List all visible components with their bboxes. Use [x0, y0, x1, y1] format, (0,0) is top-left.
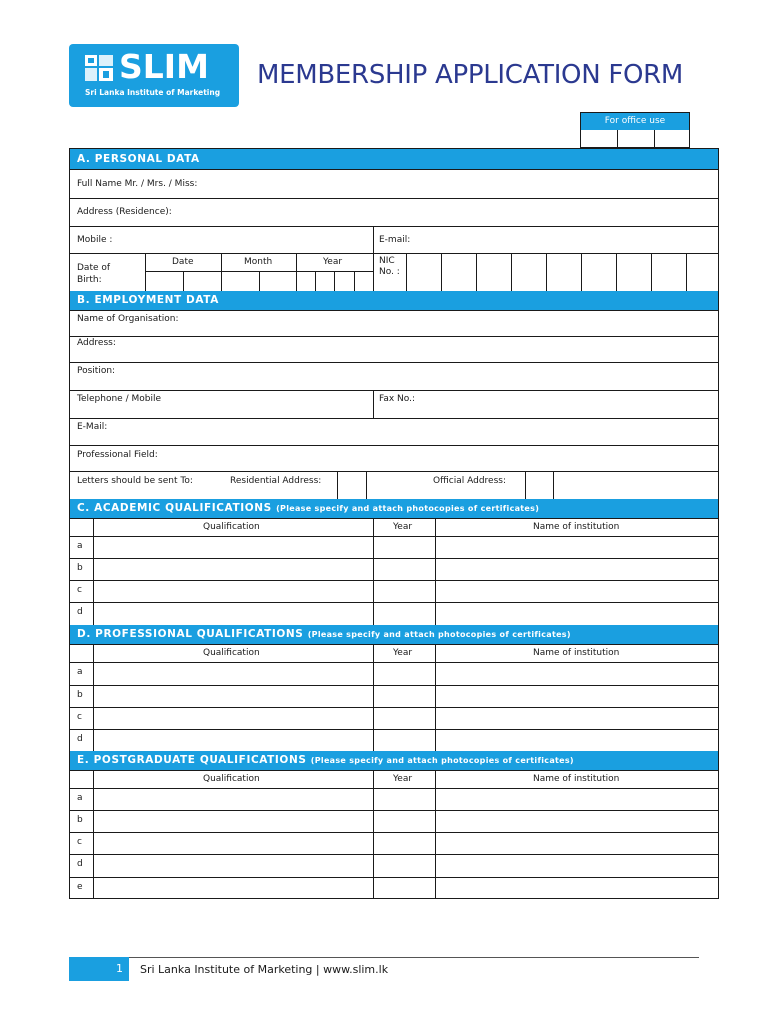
qualification-header: Qualification [203, 774, 260, 784]
section-a-title: A. PERSONAL DATA [77, 153, 200, 165]
nic-digit-cell[interactable] [616, 254, 617, 291]
divider [93, 519, 94, 536]
row-letter: c [77, 837, 82, 847]
fax-label: Fax No.: [379, 394, 416, 404]
employment-email-label: E-Mail: [77, 422, 108, 432]
qualification-header: Qualification [203, 648, 260, 658]
letters-label: Letters should be sent To: [77, 476, 193, 486]
institution-header: Name of institution [533, 648, 620, 658]
divider [145, 254, 146, 291]
dob-year-digit-cell[interactable] [315, 271, 316, 291]
professional-field-field[interactable] [70, 445, 718, 471]
section-c-title: C. ACADEMIC QUALIFICATIONS [77, 502, 272, 514]
dob-year-label: Year [323, 257, 343, 267]
row-letter: e [77, 882, 83, 892]
dob-date-label: Date [172, 257, 194, 267]
nic-digit-cell[interactable] [581, 254, 582, 291]
dob-month-digit-cell[interactable] [259, 271, 260, 291]
section-e-header [70, 751, 718, 770]
divider [373, 254, 374, 291]
official-address-checkbox[interactable] [553, 472, 554, 499]
section-d-note: (Please specify and attach photocopies of certificates) [307, 630, 571, 639]
logo-wordmark: SLIM [119, 47, 209, 86]
mobile-email-row [70, 226, 718, 253]
dob-date-digit-cell[interactable] [183, 271, 184, 291]
qualification-header: Qualification [203, 522, 260, 532]
employment-email-field[interactable] [70, 418, 718, 445]
postgraduate-table-header [70, 770, 718, 788]
divider [373, 391, 374, 418]
professional-field-label: Professional Field: [77, 450, 158, 460]
row-letter: c [77, 585, 82, 595]
office-cell-divider [617, 130, 618, 148]
table-row[interactable] [70, 788, 718, 810]
section-d-title: D. PROFESSIONAL QUALIFICATIONS [77, 628, 304, 640]
row-letter: c [77, 712, 82, 722]
slim-logo [69, 44, 239, 107]
table-row[interactable] [70, 580, 718, 602]
footer-text: Sri Lanka Institute of Marketing | www.slim.lk [140, 963, 389, 976]
section-c-note: (Please specify and attach photocopies of certificates) [276, 504, 540, 513]
nic-label: NIC No. : [379, 256, 400, 277]
divider [373, 227, 374, 253]
row-letter: b [77, 563, 83, 573]
institution-header: Name of institution [533, 774, 620, 784]
logo-subtitle: Sri Lanka Institute of Marketing [85, 88, 221, 97]
organisation-label: Name of Organisation: [77, 314, 179, 324]
section-e-title: E. POSTGRADUATE QUALIFICATIONS [77, 754, 307, 766]
table-row[interactable] [70, 536, 718, 558]
divider [373, 519, 374, 536]
nic-digit-cell[interactable] [476, 254, 477, 291]
slim-logo-icon [85, 55, 113, 81]
row-letter: d [77, 859, 83, 869]
table-row[interactable] [70, 810, 718, 832]
nic-digit-cell[interactable] [406, 254, 407, 291]
table-row[interactable] [70, 832, 718, 854]
row-letter: d [77, 734, 83, 744]
institution-header: Name of institution [533, 522, 620, 532]
divider [221, 254, 222, 291]
table-row[interactable] [70, 729, 718, 751]
row-letter: a [77, 667, 83, 677]
nic-digit-cell[interactable] [686, 254, 687, 291]
year-header: Year [393, 522, 413, 532]
office-cell-divider [654, 130, 655, 148]
year-header: Year [393, 648, 413, 658]
section-b-header [70, 291, 718, 310]
dob-month-label: Month [244, 257, 273, 267]
nic-digit-cell[interactable] [546, 254, 547, 291]
dob-label: Date of Birth: [77, 263, 111, 285]
divider [435, 519, 436, 536]
dob-year-digit-cell[interactable] [334, 271, 335, 291]
employment-address-label: Address: [77, 338, 116, 348]
position-label: Position: [77, 366, 116, 376]
academic-table-header [70, 518, 718, 536]
membership-form [69, 148, 719, 899]
table-row[interactable] [70, 877, 718, 899]
full-name-field[interactable] [70, 169, 718, 198]
nic-digit-cell[interactable] [511, 254, 512, 291]
table-row[interactable] [70, 602, 718, 625]
section-b-title: B. EMPLOYMENT DATA [77, 294, 219, 306]
divider [296, 254, 297, 291]
divider [337, 472, 338, 499]
table-row[interactable] [70, 685, 718, 707]
dob-year-digit-cell[interactable] [354, 271, 355, 291]
residential-address-label: Residential Address: [230, 476, 322, 486]
organisation-field[interactable] [70, 310, 718, 336]
nic-digit-cell[interactable] [651, 254, 652, 291]
residential-address-checkbox[interactable] [366, 472, 367, 499]
table-row[interactable] [70, 854, 718, 877]
position-field[interactable] [70, 362, 718, 390]
table-row[interactable] [70, 707, 718, 729]
footer-page-box [69, 957, 129, 981]
form-title: MEMBERSHIP APPLICATION FORM [257, 60, 684, 90]
row-letter: d [77, 607, 83, 617]
section-d-header [70, 625, 718, 644]
nic-digit-cell[interactable] [441, 254, 442, 291]
table-row[interactable] [70, 558, 718, 580]
professional-table-header [70, 644, 718, 662]
dob-nic-row [70, 253, 718, 291]
mobile-label: Mobile : [77, 235, 113, 245]
office-use-box [580, 112, 690, 148]
official-address-label: Official Address: [433, 476, 506, 486]
table-row[interactable] [70, 662, 718, 685]
divider [525, 472, 526, 499]
year-header: Year [393, 774, 413, 784]
full-name-label: Full Name Mr. / Mrs. / Miss: [77, 179, 198, 189]
employment-address-field[interactable] [70, 336, 718, 362]
telephone-fax-row [70, 390, 718, 418]
letters-row [70, 471, 718, 499]
residence-address-label: Address (Residence): [77, 207, 172, 217]
row-letter: a [77, 793, 83, 803]
section-a-header [70, 149, 718, 169]
row-letter: b [77, 815, 83, 825]
office-use-label: For office use [581, 113, 689, 130]
section-c-header [70, 499, 718, 518]
residence-address-field[interactable] [70, 198, 718, 226]
section-e-note: (Please specify and attach photocopies of certificates) [310, 756, 574, 765]
row-letter: b [77, 690, 83, 700]
telephone-label: Telephone / Mobile [77, 394, 161, 404]
page-number: 1 [116, 962, 123, 975]
row-letter: a [77, 541, 83, 551]
email-label: E-mail: [379, 235, 411, 245]
footer-rule [129, 957, 699, 958]
